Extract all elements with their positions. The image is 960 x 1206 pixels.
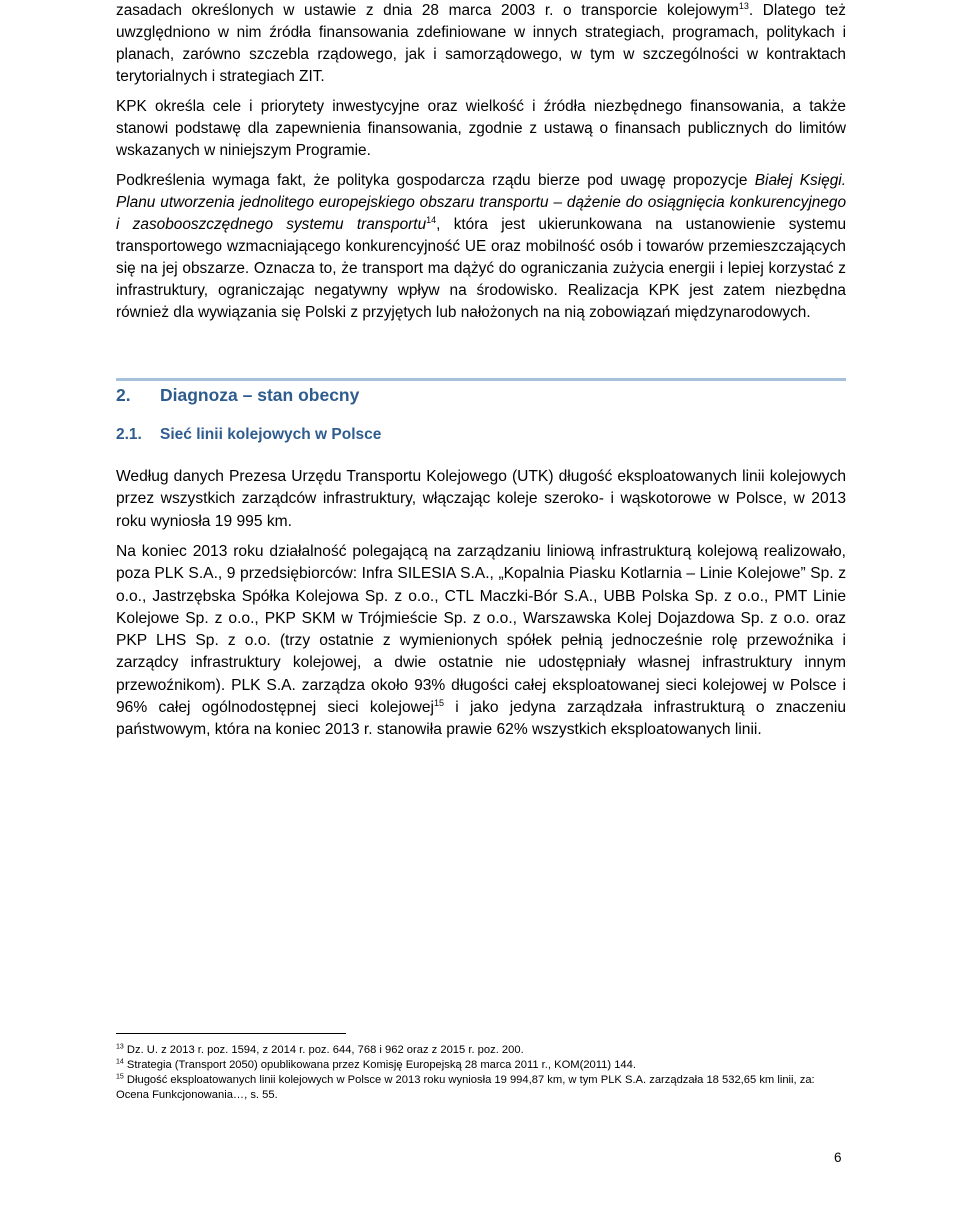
footnote-15 xyxy=(116,1073,846,1103)
paragraph-text: . Dlatego też uwzględniono w nim źródła finansowania zdefiniowane w innych strategiach, programach, politykach i planach, zarówno szczebla rządowego, jak i samorządowego, w tym w szczególności w kontraktach terytorialnych i strategiach ZIT. xyxy=(116,2,846,85)
footnote-text: Dz. U. z 2013 r. poz. 1594, z 2014 r. poz. 644, 768 i 962 oraz z 2015 r. poz. 200. xyxy=(123,1044,524,1056)
page-number: 6 xyxy=(834,1150,842,1165)
subsection-heading xyxy=(116,426,381,444)
footnote-text: Strategia (Transport 2050) opublikowana przez Komisję Europejską 28 marca 2011 r., KOM(2011) 144. xyxy=(123,1059,636,1071)
footnote-ref-15[interactable]: 15 xyxy=(434,697,445,708)
paragraph-white-paper xyxy=(116,170,846,324)
paragraph-text: i jako jedyna zarządzała infrastrukturą o znaczeniu państwowym, która na koniec 2013 r. stanowiła prawie 62% wszystkich eksploatowanych linii. xyxy=(116,699,846,739)
paragraph-text: zasadach określonych w ustawie z dnia 28 marca 2003 r. o transporcie kolejowym xyxy=(116,2,739,19)
subsection-number: 2.1. xyxy=(116,426,142,443)
paragraph-text: Na koniec 2013 roku działalność polegającą na zarządzaniu liniową infrastrukturą kolejową realizowało, poza PLK S.A., 9 przedsiębiorców: Infra SILESIA S.A., „Kopalnia Piasku Kotlarnia – Linie Kolejowe” Sp. z o.o., Jastrzębska Spółka Kolejowa Sp. z o.o., CTL Maczki-Bór S.A., UBB Polska Sp. z o.o., PMT Linie Kolejowe Sp. z o.o., PKP SKM w Trójmieście Sp. z o.o., Warszawska Kolej Dojazdowa Sp. z o.o. oraz PKP LHS Sp. z o.o. (trzy ostatnie z wymienionych spółek pełnią jednocześnie rolę przewoźnika i zarządcy infrastruktury kolejowej, a dwie ostatnie nie udostępniały własnej infrastruktury innym przewoźnikom). PLK S.A. zarządza około 93% długości całej eksploatowanej sieci kolejowej w Polsce i 96% całej ogólnodostępnej sieci kolejowej xyxy=(116,543,846,717)
subsection-title: Sieć linii kolejowych w Polsce xyxy=(160,426,382,443)
section-title: Diagnoza – stan obecny xyxy=(160,385,360,405)
section-number: 2. xyxy=(116,385,131,405)
footnote-text: Długość eksploatowanych linii kolejowych w Polsce w 2013 roku wyniosła 19 994,87 km, w tym PLK S.A. zarządzała 18 532,65 km linii, za: Ocena Funkcjonowania…, s. 55. xyxy=(116,1074,815,1101)
footnote-13 xyxy=(116,1043,846,1058)
paragraph-text: Podkreślenia wymaga fakt, że polityka gospodarcza rządu bierze pod uwagę propozycje xyxy=(116,172,755,189)
footnote-14 xyxy=(116,1058,846,1073)
italic-title: Białej Księgi. Planu utworzenia jednolitego europejskiego obszaru transportu – dążenie do osiągnięcia konkurencyjnego i zasobooszczędnego systemu transportu xyxy=(116,172,846,233)
footnote-number: 13 xyxy=(116,1043,124,1051)
footnote-ref-13[interactable]: 13 xyxy=(738,0,749,11)
paragraph-infrastructure-managers xyxy=(116,541,846,742)
paragraph-kpk: KPK określa cele i priorytety inwestycyjne oraz wielkość i źródła niezbędnego finansowania, a także stanowi podstawę dla zapewnienia finansowania, zgodnie z ustawą o finansach publicznych do limitów wskazanych w niniejszym Programie. xyxy=(116,98,846,159)
paragraph-utk: Według danych Prezesa Urzędu Transportu Kolejowego (UTK) długość eksploatowanych linii kolejowych przez wszystkich zarządców infrastruktury, włączając koleje szeroko- i wąskotorowe w Polsce, w 2013 roku wyniosła 19 995 km. xyxy=(116,468,846,530)
section-heading xyxy=(116,378,846,406)
footnote-number: 14 xyxy=(116,1058,124,1066)
footnote-ref-14[interactable]: 14 xyxy=(426,214,437,225)
footnote-separator xyxy=(116,1033,346,1034)
footnote-number: 15 xyxy=(116,1073,124,1081)
paragraph-text: , która jest ukierunkowana na ustanowienie systemu transportowego wzmacniającego konkurencyjność UE oraz mobilność osób i towarów przemieszczających się na jej obszarze. Oznacza to, że transport ma dążyć do ograniczania zużycia energii i lepiej korzystać z infrastruktury, ograniczając negatywny wpływ na środowisko. Realizacja KPK jest zatem niezbędna również dla wywiązania się Polski z przyjętych lub nałożonych na nią zobowiązań międzynarodowych. xyxy=(116,216,847,321)
paragraph-intro xyxy=(116,0,846,88)
